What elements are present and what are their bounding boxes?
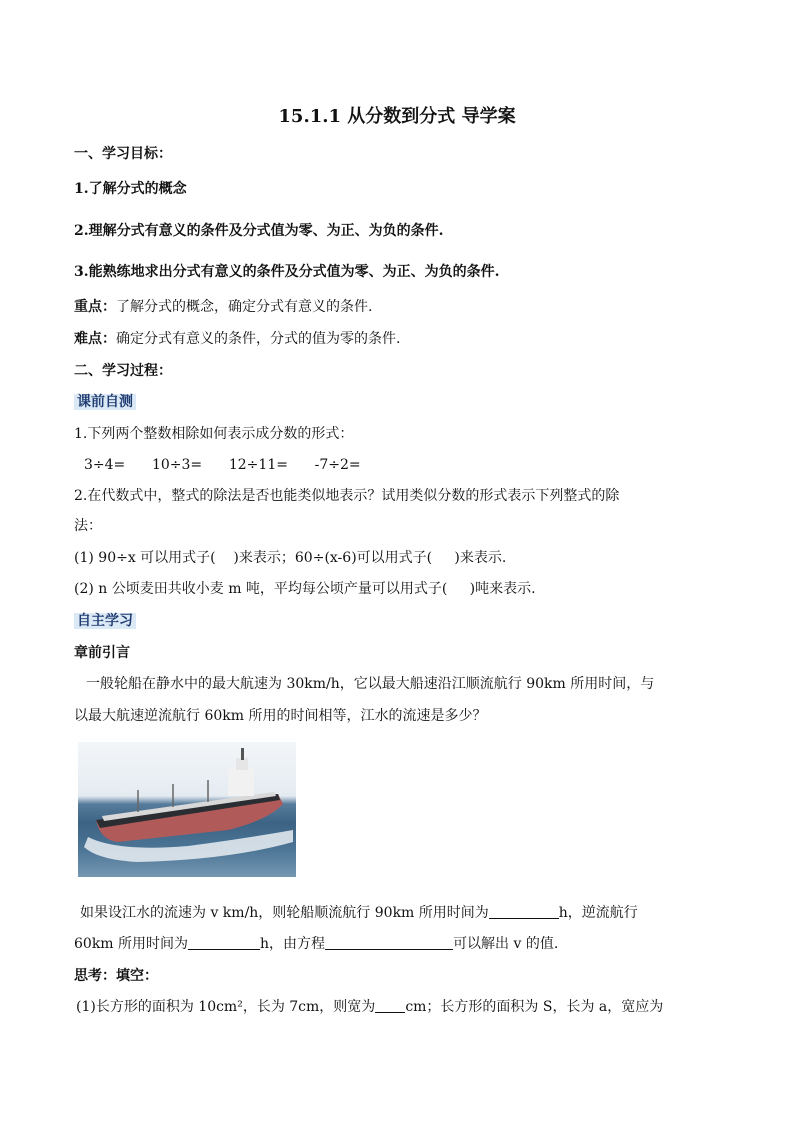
speed-question-line-2: [74, 934, 558, 954]
self-study-label: 自主学习: [74, 613, 136, 629]
intro-paragraph-line-2: 以最大航速逆流航行 60km 所用的时间相等，江水的流速是多少？: [74, 708, 487, 724]
speed-question-text-a: 如果设江水的流速为 v km/h，则轮船顺流航行 90km 所用时间为: [80, 905, 489, 921]
equation-blank[interactable]: [325, 935, 453, 950]
difficult-point: [74, 329, 400, 349]
question-2-line-1: 2.在代数式中，整式的除法是否也能类似地表示？试用类似分数的形式表示下列整式的除: [74, 488, 620, 504]
fill-in-text-b: cm；长方形的面积为 S，长为 a，宽应为: [405, 999, 664, 1015]
goal-item-2: 2.理解分式有意义的条件及分式值为零、为正、为负的条件.: [74, 223, 444, 239]
question-1-items: 3÷4= 10÷3= 12÷11= -7÷2=: [84, 457, 361, 473]
goal-item-1: 1.了解分式的概念: [74, 181, 187, 197]
fill-in-text-a: (1)长方形的面积为 10cm²，长为 7cm，则宽为: [76, 999, 376, 1015]
speed-question-text-e: 可以解出 v 的值.: [453, 936, 559, 952]
key-point-label: 重点：: [74, 299, 116, 315]
key-point: [74, 297, 372, 317]
goal-item-3: 3.能熟练地求出分式有意义的条件及分式值为零、为正、为负的条件.: [74, 264, 500, 280]
cargo-ship-image: [78, 742, 296, 877]
fill-in-question-1: [76, 997, 663, 1017]
downstream-time-blank[interactable]: [489, 904, 559, 919]
speed-question-text-d: h，由方程: [260, 936, 326, 952]
difficult-point-text: 确定分式有意义的条件，分式的值为零的条件.: [116, 331, 401, 347]
speed-question-line-1: [80, 903, 638, 923]
pre-test-label: 课前自测: [74, 394, 136, 410]
question-2-line-2: 法：: [74, 518, 102, 534]
pre-test-heading: [74, 392, 136, 412]
difficult-point-label: 难点：: [74, 331, 116, 347]
chapter-intro-heading: 章前引言: [74, 645, 130, 661]
intro-paragraph-line-1: 一般轮船在静水中的最大航速为 30km/h，它以最大船速沿江顺流航行 90km 所用时间，与: [86, 676, 655, 692]
question-2-part-1: (1) 90÷x 可以用式子( )来表示；60÷(x-6)可以用式子( )来表示.: [74, 550, 507, 566]
ship-illustration: [78, 742, 296, 877]
think-heading: 思考：填空：: [74, 968, 158, 984]
section-heading-goals: 一、学习目标：: [74, 146, 172, 162]
width-blank[interactable]: [375, 998, 405, 1013]
key-point-text: 了解分式的概念，确定分式有意义的条件.: [116, 299, 373, 315]
self-study-heading: [74, 611, 136, 631]
speed-question-text-c: 60km 所用时间为: [74, 936, 189, 952]
question-2-part-2: (2) n 公顷麦田共收小麦 m 吨，平均每公顷产量可以用式子( )吨来表示.: [74, 581, 536, 597]
section-heading-process: 二、学习过程：: [74, 363, 172, 379]
question-1: 1.下列两个整数相除如何表示成分数的形式：: [74, 426, 354, 442]
speed-question-text-b: h，逆流航行: [558, 905, 638, 921]
page-title: 15.1.1 从分数到分式 导学案: [278, 106, 516, 127]
upstream-time-blank[interactable]: [188, 935, 260, 950]
